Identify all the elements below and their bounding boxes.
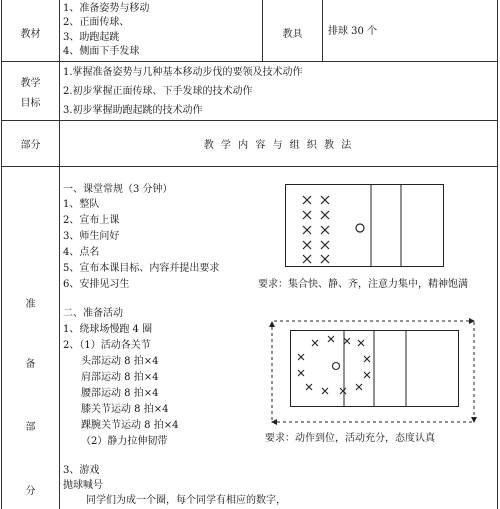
activity-item: 1、绕球场慢跑 4 圈: [63, 324, 153, 335]
label-column-divider: [59, 0, 60, 509]
routine-item: 5、宣布本课目标、内容并提出要求: [63, 263, 220, 274]
routine-heading: 一、课堂常规（3 分钟）: [63, 184, 173, 195]
materials-label: 教材: [20, 29, 41, 40]
routine-requirement: 要求：集合快、静、齐，注意力集中，精神饱满: [258, 279, 468, 290]
materials-divider-2: [322, 0, 323, 61]
objectives-label-line2: 目标: [20, 98, 41, 109]
materials-item: 4、侧面下手发球: [63, 46, 140, 57]
objective-item: 3.初步掌握助跑起跳的技术动作: [63, 105, 203, 116]
prep-label-char: 部: [25, 422, 36, 433]
section-title: 教 学 内 容 与 组 织 教 法: [203, 140, 354, 151]
activity-item: 肩部运动 8 拍×4: [81, 372, 159, 383]
game-description: 同学们为成一个圈，每个同学有相应的数字，: [86, 495, 286, 506]
lineup-court-diagram: [285, 184, 445, 268]
routine-item: 4、点名: [63, 247, 100, 258]
teacher-marker: [356, 224, 364, 232]
activity-item: （2）静力拉伸韧带: [81, 436, 168, 447]
activity-item: 2、（1）活动各关节: [63, 340, 151, 351]
materials-item: 2、正面传球、: [63, 17, 130, 28]
warmup-court-diagram: [268, 318, 480, 426]
game-heading: 3、游戏: [63, 465, 100, 476]
materials-item: 3、助跑起跳: [63, 32, 120, 43]
routine-item: 2、宣布上课: [63, 215, 120, 226]
student-circle: [298, 336, 370, 394]
routine-item: 6、安排见习生: [63, 279, 130, 290]
activity-heading: 二、准备活动: [63, 308, 123, 319]
game-name: 抛球喊号: [63, 480, 103, 491]
routine-item: 1、整队: [63, 199, 100, 210]
table-border-right: [497, 0, 498, 509]
materials-item: 1、准备姿势与移动: [63, 3, 150, 14]
teacher-marker: [333, 363, 340, 370]
activity-item: 膝关节运动 8 拍×4: [81, 404, 169, 415]
student-markers: [303, 196, 329, 263]
objectives-label-line1: 教学: [20, 78, 41, 89]
row-divider-objectives: [1, 120, 498, 121]
activity-item: 头部运动 8 拍×4: [81, 356, 159, 367]
objective-item: 1.掌握准备姿势与几种基本移动步伐的要领及技术动作: [63, 67, 303, 78]
prep-label-char: 准: [25, 299, 36, 310]
objective-item: 2.初步掌握正面传球、下手发球的技术动作: [63, 86, 253, 97]
activity-item: 踝腕关节运动 8 拍×4: [81, 420, 179, 431]
activity-requirement: 要求：动作到位，活动充分，态度认真: [265, 433, 435, 444]
row-divider-materials: [1, 61, 498, 62]
activity-item: 腰部运动 8 拍×4: [81, 388, 159, 399]
prep-label-char: 分: [25, 486, 36, 497]
routine-item: 3、师生问好: [63, 231, 120, 242]
prep-label-char: 备: [25, 359, 36, 370]
equipment-value: 排球 30 个: [328, 26, 378, 37]
section-label: 部分: [20, 140, 41, 151]
equipment-label: 教具: [282, 29, 303, 40]
row-divider-header: [1, 166, 498, 167]
